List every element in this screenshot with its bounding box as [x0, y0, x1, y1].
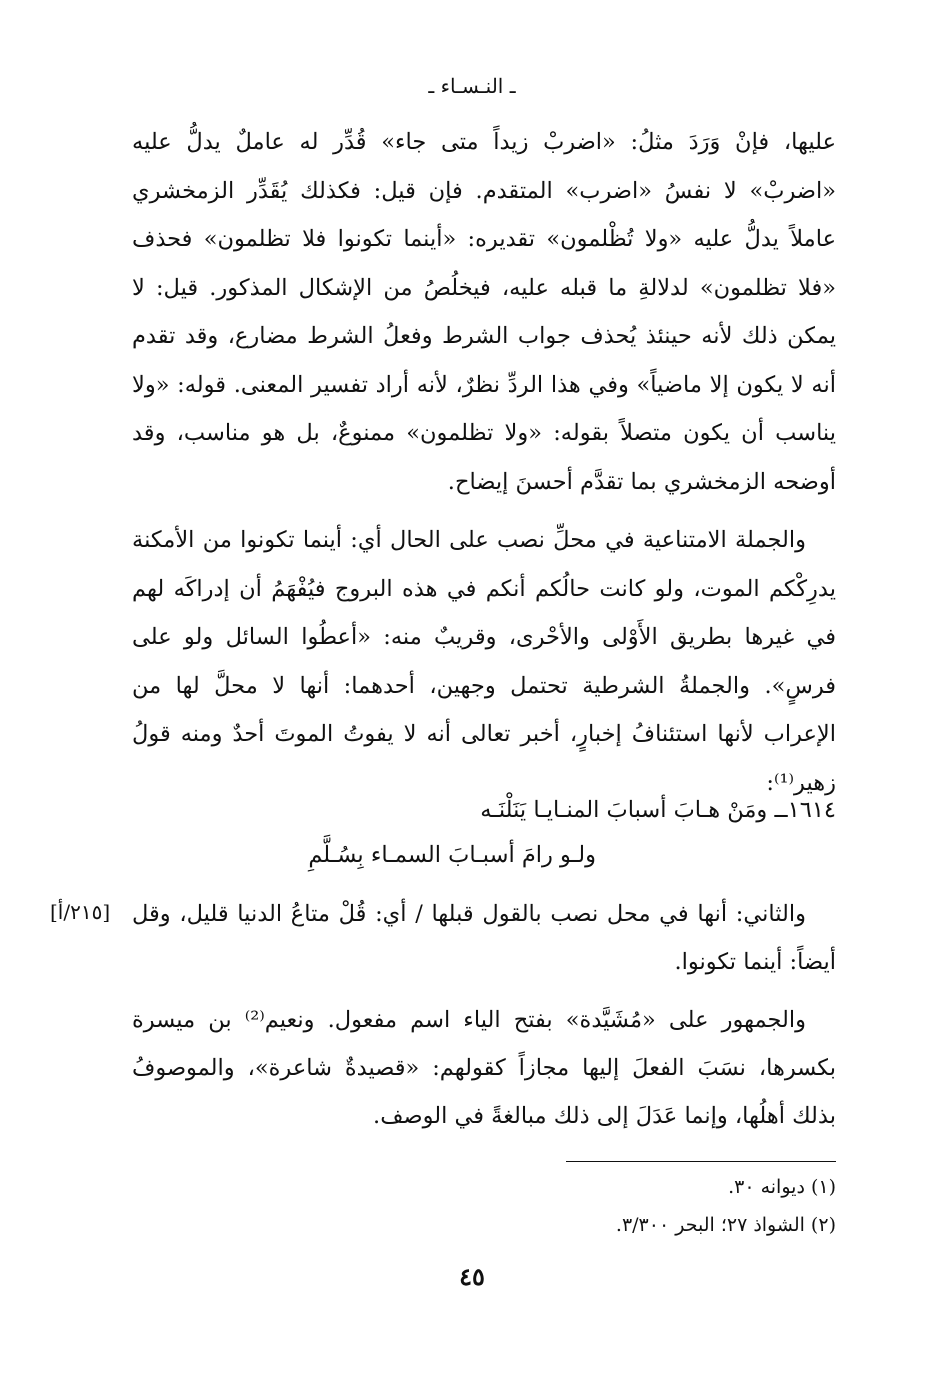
footnote-1: (١) ديوانه ٣٠. — [728, 1176, 836, 1198]
main-text — [132, 118, 836, 817]
verse-line-1 — [132, 797, 836, 823]
paragraph-1: عليها، فإنْ وَرَدَ مثلُ: «اضربْ زيداً متى جاء» قُدِّر له عاملٌ يدلُّ عليه «اضربْ» لا نفسُ «اضرب» المتقدم. فإن قيل: فكذلك يُقَدِّر الزمخشري عاملاً يدلُّ عليه «ولا تُظْلمون» تقديره: «أينما تكونوا فلا تظلمون» فحذف «فلا تظلمون» لدلالةِ ما قبله عليه، فيخلُصُ من الإشكال المذكور. قيل: لا يمكن ذلك لأنه حينئذ يُحذف جواب الشرط وفعلُ الشرط مضارع، وقد تقدم أنه لا يكون إلا ماضياً» وفي هذا الردِّ نظرٌ، لأنه أراد تفسير المعنى. قوله: «ولا يناسب أن يكون متصلاً بقوله: «ولا تظلمون» ممنوعٌ، بل هو مناسب، وقد أوضحه الزمخشري بما تقدَّم أحسنَ إيضاح. — [132, 129, 836, 495]
verse-hemistich-2: ولـو رامَ أسبـابَ السمـاء بِسُـلَّمِ — [308, 842, 596, 868]
page-number: ٤٥ — [459, 1262, 485, 1291]
footnote-2: (٢) الشواذ ٢٧؛ البحر ٣/٣٠٠. — [615, 1214, 836, 1236]
paragraph-2: والجملة الامتناعية في محلِّ نصب على الحال أي: أينما تكونوا من الأمكنة يدرِكْكم الموت، ولو كانت حالُكم أنكم في هذه البروج فيُفْهَمُ أن إدراكَه لهم في غيرها بطريق الأَوْلى والأحْرى، وقريبٌ منه: «أعطُوا السائل ولو على فرسٍ». والجملةُ الشرطية تحتمل وجهين، أحدهما: أنها لا محلَّ لها من الإعراب لأنها استئنافُ إخبارٍ، أخبر تعالى أنه لا يفوتُ الموتَ أحدٌ ومنه قولُ زهير⁽¹⁾: — [132, 527, 836, 796]
verse-line-2 — [132, 842, 836, 868]
footnote-separator — [566, 1161, 836, 1162]
manuscript-folio-reference: [٢١٥/أ] — [50, 900, 111, 924]
verse-hemistich-1: ومَنْ هـابَ أسبابَ المنـايـا يَنَلْنَـه — [480, 797, 768, 823]
paragraph-3: والثاني: أنها في محل نصب بالقول قبلها / أي: قُلْ متاعُ الدنيا قليل، وقل أيضاً: أينما تكونوا. — [132, 901, 836, 975]
running-header: ـ النـسـاء ـ — [428, 74, 516, 98]
footnotes — [132, 1168, 836, 1244]
verse-number: ١٦١٤ــ — [774, 797, 836, 823]
paragraph-4: والجمهور على «مُشَيَّدة» بفتح الياء اسم مفعول. ونعيم⁽²⁾ بن ميسرة بكسرها، نسَبَ الفعلَ إليها مجازاً كقولهم: «قصيدةٌ شاعرة»، والموصوفُ بذلك أهلُها، وإنما عَدَلَ إلى ذلك مبالغةً في الوصف. — [132, 1007, 836, 1129]
lower-text — [132, 890, 836, 1150]
